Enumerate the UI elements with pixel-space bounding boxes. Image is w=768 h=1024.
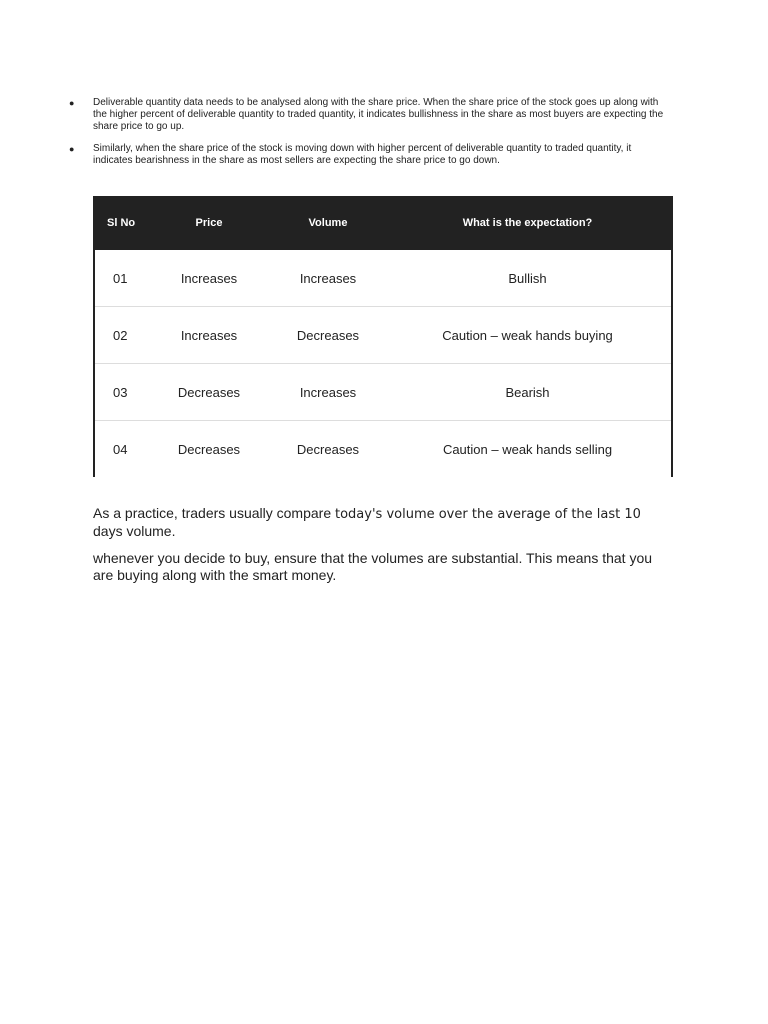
cell-sl-no: 02 [94, 307, 146, 364]
header-expectation: What is the expectation? [384, 196, 672, 250]
bullet-list [66, 97, 666, 177]
cell-volume: Increases [272, 364, 384, 421]
bullet-dot: ● [69, 144, 75, 154]
bullet-dot: ● [69, 98, 75, 108]
cell-price: Decreases [177, 441, 241, 457]
cell-expectation: Bearish [384, 364, 672, 421]
table-row [94, 421, 672, 478]
table-header-row [94, 196, 672, 250]
cell-expectation: Caution – weak hands buying [384, 307, 672, 364]
cell-sl-no: 01 [94, 250, 146, 307]
cell-volume: Increases [272, 250, 384, 307]
cell-price: Increases [146, 250, 272, 307]
practice-text-start: As a practice, traders usually compare [93, 505, 335, 521]
bullet-item [66, 97, 666, 133]
cell-expectation: Bullish [384, 250, 672, 307]
header-price: Price [146, 196, 272, 250]
table-row [94, 364, 672, 421]
practice-paragraph [93, 505, 673, 540]
table-row [94, 250, 672, 307]
cell-volume: Decreases [296, 441, 360, 457]
table-row [94, 307, 672, 364]
header-sl-no: Sl No [94, 196, 146, 250]
expectation-table [93, 196, 673, 477]
cell-sl-no: 04 [113, 441, 128, 457]
smart-money-paragraph: whenever you decide to buy, ensure that the volumes are substantial. This means that you are buying along with the smart money. [93, 550, 653, 583]
cell-volume: Decreases [272, 307, 384, 364]
bullet-text: Deliverable quantity data needs to be analysed along with the share price. When the share price of the stock goes up along with the higher percent of deliverable quantity to traded quantity, it indicates bullishness in the share as most buyers are expecting the share price to go up. [93, 97, 664, 132]
cell-expectation: Caution – weak hands selling [442, 441, 613, 457]
cell-price: Decreases [146, 364, 272, 421]
cell-price: Increases [146, 307, 272, 364]
header-volume: Volume [272, 196, 384, 250]
practice-text-end: days volume. [93, 523, 176, 539]
cell-sl-no: 03 [94, 364, 146, 421]
bullet-text: Similarly, when the share price of the stock is moving down with higher percent of deliverable quantity to traded quantity, it indicates bearishness in the share as most sellers are expecting the share price to go down. [93, 143, 632, 166]
practice-text-styled: today's volume over the average of the last 10 [335, 507, 641, 522]
bullet-item [66, 143, 666, 167]
